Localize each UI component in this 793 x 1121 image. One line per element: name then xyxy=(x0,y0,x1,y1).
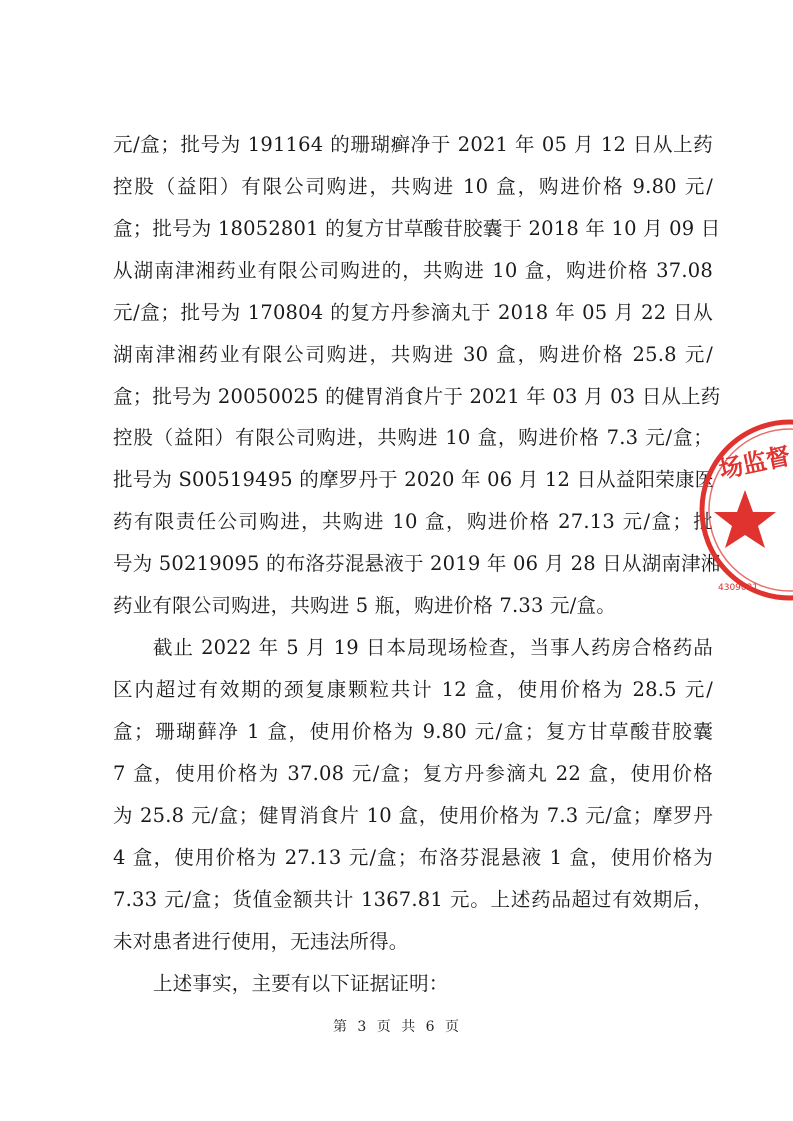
body-line-4: 从湖南津湘药业有限公司购进的，共购进 10 盒，购进价格 37.08 xyxy=(113,259,713,282)
footer-suffix: 页 xyxy=(445,1019,461,1035)
body-line-14: 区内超过有效期的颈复康颗粒共计 12 盒，使用价格为 28.5 元/ xyxy=(113,678,713,701)
body-line-13: 截止 2022 年 5 月 19 日本局现场检查，当事人药房合格药品 xyxy=(153,636,713,659)
body-line-16: 7 盒，使用价格为 37.08 元/盒；复方丹参滴丸 22 盒，使用价格 xyxy=(113,762,713,785)
body-line-19: 7.33 元/盒；货值金额共计 1367.81 元。上述药品超过有效期后， xyxy=(113,888,713,911)
body-line-21: 上述事实，主要有以下证据证明： xyxy=(153,972,449,995)
body-line-8: 控股（益阳）有限公司购进，共购进 10 盒，购进价格 7.3 元/盒； xyxy=(113,426,713,449)
body-line-18: 4 盒，使用价格为 27.13 元/盒；布洛芬混悬液 1 盒，使用价格为 xyxy=(113,846,713,869)
body-line-10: 药有限责任公司购进，共购进 10 盒，购进价格 27.13 元/盒；批 xyxy=(113,510,713,533)
body-line-20: 未对患者进行使用，无违法所得。 xyxy=(113,930,409,953)
body-line-11: 号为 50219095 的布洛芬混悬液于 2019 年 06 月 28 日从湖南津湘 xyxy=(113,552,721,575)
body-line-1: 元/盒；批号为 191164 的珊瑚癣净于 2021 年 05 月 12 日从上药 xyxy=(113,133,713,156)
footer-mid2: 共 xyxy=(401,1019,417,1035)
footer-total-pages: 6 xyxy=(425,1019,436,1035)
footer-prefix: 第 xyxy=(332,1019,348,1035)
body-line-9: 批号为 S00519495 的摩罗丹于 2020 年 06 月 12 日从益阳荣康医 xyxy=(113,468,715,491)
body-line-7: 盒；批号为 20050025 的健胃消食片于 2021 年 03 月 03 日从上药 xyxy=(113,385,721,408)
page-footer xyxy=(0,1016,793,1036)
seal-code: 4309031 xyxy=(718,583,759,593)
body-line-12: 药业有限公司购进，共购进 5 瓶，购进价格 7.33 元/盒。 xyxy=(113,594,616,617)
seal-text: 场监督 xyxy=(716,441,793,485)
body-line-5: 元/盒；批号为 170804 的复方丹参滴丸于 2018 年 05 月 22 日从 xyxy=(113,301,713,324)
body-line-3: 盒；批号为 18052801 的复方甘草酸苷胶囊于 2018 年 10 月 09 日 xyxy=(113,217,721,240)
official-seal-icon xyxy=(690,410,793,610)
body-line-17: 为 25.8 元/盒；健胃消食片 10 盒，使用价格为 7.3 元/盒；摩罗丹 xyxy=(113,804,713,827)
body-line-15: 盒；珊瑚藓净 1 盒，使用价格为 9.80 元/盒；复方甘草酸苷胶囊 xyxy=(113,720,713,743)
body-line-6: 湖南津湘药业有限公司购进，共购进 30 盒，购进价格 25.8 元/ xyxy=(113,343,713,366)
body-line-2: 控股（益阳）有限公司购进，共购进 10 盒，购进价格 9.80 元/ xyxy=(113,175,713,198)
footer-mid1: 页 xyxy=(376,1019,392,1035)
footer-current-page: 3 xyxy=(357,1019,368,1035)
